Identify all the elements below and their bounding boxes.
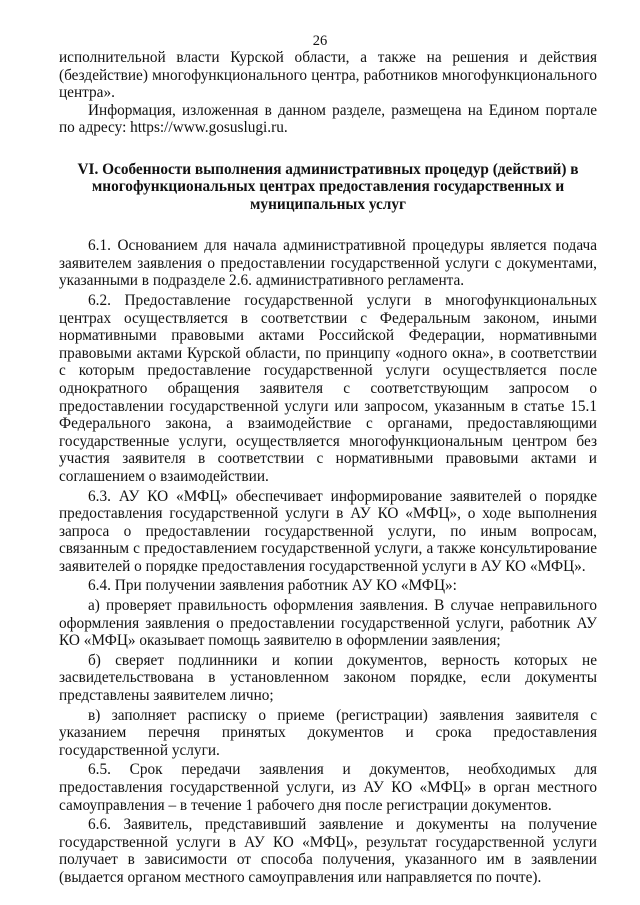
paragraph-6-4-b: б) сверяет подлинники и копии документов, верность которых не засвидетельствована в установленном законом порядке, если документы представлены заявителем лично; (59, 651, 597, 705)
section-heading: VI. Особенности выполнения административных процедур (действий) в многофункциональных центрах предоставления государственных и муниципальных услуг (77, 160, 579, 213)
page-number: 26 (312, 33, 328, 49)
paragraph-6-1: 6.1. Основанием для начала административной процедуры является подача заявителем заявления о предоставлении государственной услуги с документами, указанными в подразделе 2.6. административного регламента. (59, 237, 597, 290)
paragraph-6-3: 6.3. АУ КО «МФЦ» обеспечивает информирование заявителей о порядке предоставления государственной услуги в АУ КО «МФЦ», о ходе выполнения запроса о предоставлении государственной услуги, по иным вопросам, связанным с предоставлением государственной услуги, а также консультирование заявителей о порядке предоставления государственной услуги в АУ КО «МФЦ». (59, 487, 597, 575)
paragraph-6-4: 6.4. При получении заявления работник АУ КО «МФЦ»: (88, 577, 457, 595)
document-body (59, 49, 597, 887)
paragraph-6-4-a: а) проверяет правильность оформления заявления. В случае неправильного оформления заявления о предоставлении государственной услуги, работник АУ КО «МФЦ» оказывает помощь заявителю в оформлении заявления; (59, 597, 597, 650)
paragraph-6-4-v: в) заполняет расписку о приеме (регистрации) заявления заявителя с указанием перечня принятых документов и срока предоставления государственной услуги. (59, 706, 597, 759)
paragraph-portal-info: Информация, изложенная в данном разделе, размещена на Едином портале по адресу: https://www.gosuslugi.ru. (59, 101, 597, 137)
paragraph-6-5: 6.5. Срок передачи заявления и документов, необходимых для предоставления государственной услуги, из АУ КО «МФЦ» в орган местного самоуправления – в течение 1 рабочего дня после регистрации документов. (59, 761, 597, 814)
paragraph-6-6: 6.6. Заявитель, представивший заявление и документы на получение государственной услуги в АУ КО «МФЦ», результат государственной услуги получает в зависимости от способа получения, указанного им в заявлении (выдается органом местного самоуправления или направляется по почте). (59, 816, 597, 886)
paragraph-6-2: 6.2. Предоставление государственной услуги в многофункциональных центрах осуществляется в соответствии с Федеральным законом, иными нормативными правовыми актами Российской Федерации, нормативными правовыми актами Курской области, по принципу «одного окна», в соответствии с которым предоставление государственной услуги осуществляется после однократного обращения заявителя с соответствующим запросом о предоставлении государственной услуги или запросом, указанным в статье 15.1 Федерального закона, а взаимодействие с органами, предоставляющими государственные услуги, осуществляется многофункциональным центром без участия заявителя в соответствии с нормативными правовыми актами и соглашением о взаимодействии. (59, 291, 597, 485)
paragraph-intro-continuation: исполнительной власти Курской области, а также на решения и действия (бездействие) многофункционального центра, работников многофункционального центра». (59, 49, 597, 102)
